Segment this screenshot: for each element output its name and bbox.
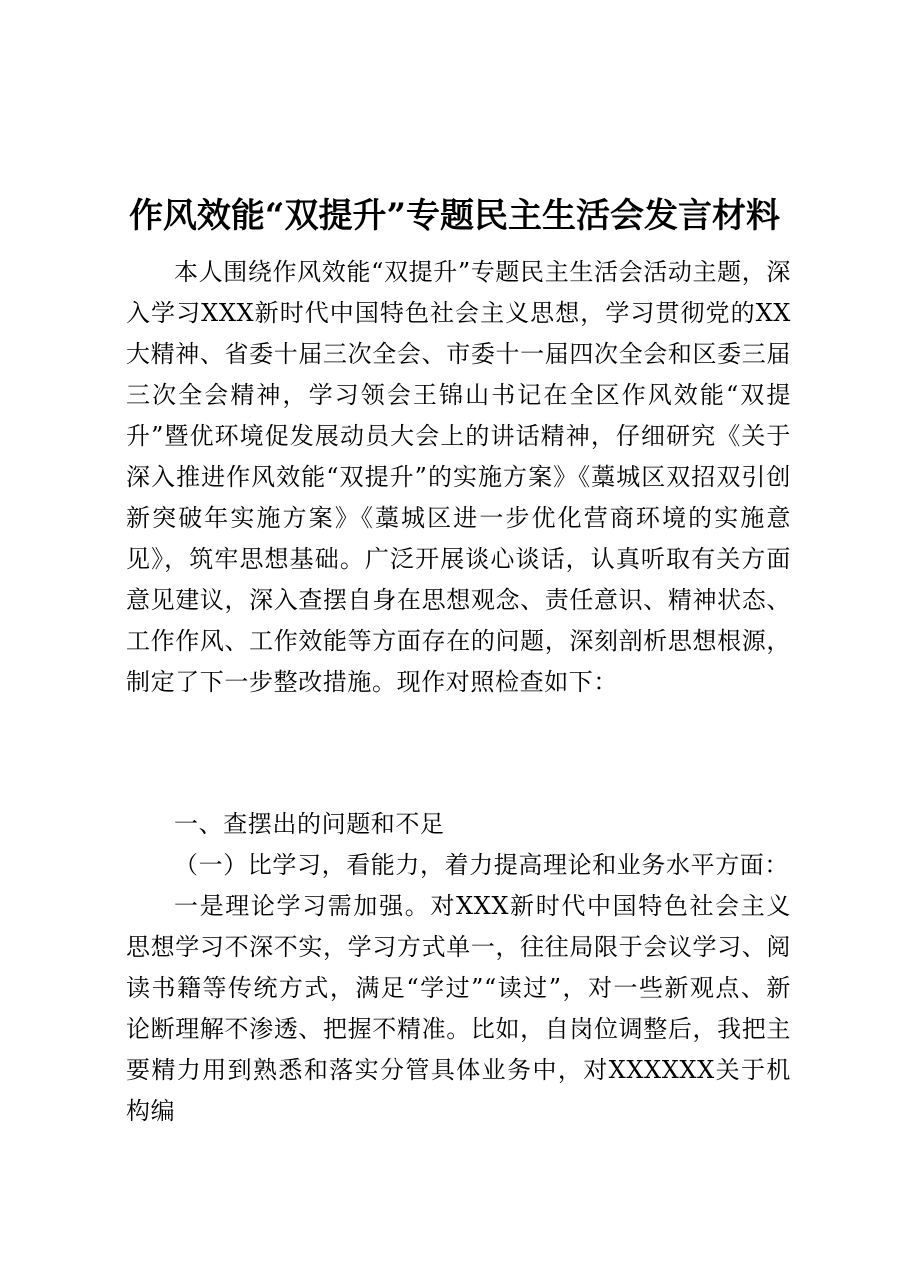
body-paragraph: 一是理论学习需加强。对XXX新时代中国特色社会主义思想学习不深不实，学习方式单一，往往局限于会议学习、阅读书籍等传统方式，满足“学过”“读过”，对一些新观点、新论断理解不渗透、把握不精准。比如，自岗位调整后，我把主要精力用到熟悉和落实分管具体业务中，对XXXXXX关于机构编 [126, 892, 791, 1125]
intro-paragraph: 本人围绕作风效能“双提升”专题民主生活会活动主题，深入学习XXX新时代中国特色社会主义思想，学习贯彻党的XX大精神、省委十届三次全会、市委十一届四次全会和区委三届三次全会精神，学习领会王锦山书记在全区作风效能“双提升”暨优环境促发展动员大会上的讲话精神，仔细研究《关于深入推进作风效能“双提升”的实施方案》《藁城区双招双引创新突破年实施方案》《藁城区进一步优化营商环境的实施意见》，筑牢思想基础。广泛开展谈心谈话，认真听取有关方面意见建议，深入查摆自身在思想观念、责任意识、精神状态、工作作风、工作效能等方面存在的问题，深刻剖析思想根源，制定了下一步整改措施。现作对照检查如下： [126, 258, 791, 696]
section-heading: 一、查摆出的问题和不足 [174, 810, 445, 838]
subsection-heading: （一）比学习，看能力，着力提高理论和业务水平方面： [174, 851, 789, 879]
document-title: 作风效能“双提升”专题民主生活会发言材料 [128, 196, 781, 236]
